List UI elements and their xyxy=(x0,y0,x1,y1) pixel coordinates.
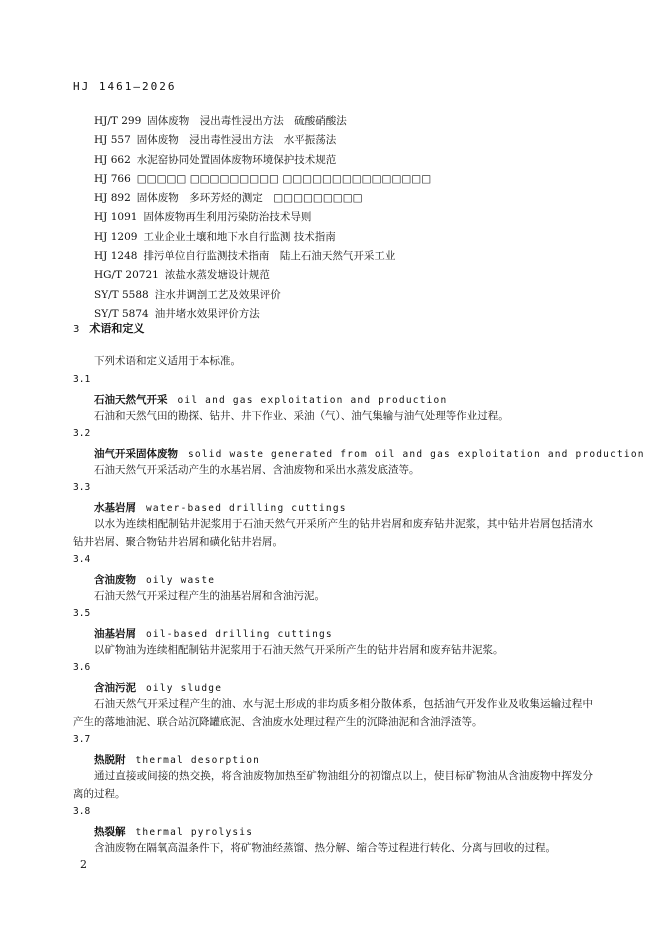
reference-code: HJ 1248 xyxy=(94,250,138,263)
term-chinese: 油气开采固体废物 xyxy=(94,448,178,460)
term-definition: 以水为连续相配制钻井泥浆用于石油天然气开采所产生的钻井岩屑和废弃钻井泥浆，其中钻井岩屑包括清水钻井岩屑、聚合物钻井岩屑和磺化钻井岩屑。 xyxy=(73,518,593,548)
term-definition: 石油天然气开采活动产生的水基岩屑、含油废物和采出水蒸发底渣等。 xyxy=(94,464,420,476)
term-chinese: 水基岩屑 xyxy=(94,502,136,514)
term-entry xyxy=(73,479,593,551)
reference-title: 固体废物 浸出毒性浸出方法 水平振荡法 xyxy=(136,134,337,147)
term-chinese: 含油废物 xyxy=(94,574,136,586)
term-entry xyxy=(73,371,593,425)
reference-code: HJ 662 xyxy=(94,153,131,166)
section-number: 3 xyxy=(73,324,80,335)
term-number: 3.1 xyxy=(73,374,91,385)
reference-code: HG/T 20721 xyxy=(94,269,159,282)
term-number: 3.4 xyxy=(73,554,91,565)
reference-code: SY/T 5874 xyxy=(94,307,149,320)
term-definition: 以矿物油为连续相配制钻井泥浆用于石油天然气开采所产生的钻井岩屑和废弃钻井泥浆。 xyxy=(94,644,504,656)
term-entry xyxy=(73,425,645,479)
reference-item xyxy=(94,228,431,247)
reference-code: HJ 892 xyxy=(94,192,131,205)
term-chinese: 石油天然气开采 xyxy=(94,394,168,406)
term-definition: 通过直接或间接的热交换，将含油废物加热至矿物油组分的初馏点以上，使目标矿物油从含油废物中挥发分离的过程。 xyxy=(73,770,593,800)
reference-code: HJ 766 xyxy=(94,172,131,185)
reference-item xyxy=(94,305,431,324)
reference-code: HJ 1091 xyxy=(94,211,138,224)
terms-list xyxy=(73,371,645,857)
term-english: oil and gas exploitation and production xyxy=(177,395,448,406)
section-heading xyxy=(73,320,144,336)
reference-item xyxy=(94,286,431,305)
reference-item xyxy=(94,151,431,170)
normative-references-list xyxy=(94,112,431,324)
term-english: thermal desorption xyxy=(135,755,261,766)
reference-title: 排污单位自行监测技术指南 陆上石油天然气开采工业 xyxy=(143,250,396,263)
term-number: 3.7 xyxy=(73,734,91,745)
reference-code: HJ/T 299 xyxy=(94,115,142,127)
term-chinese: 热裂解 xyxy=(94,826,126,838)
term-english: oily sludge xyxy=(146,683,223,694)
reference-item xyxy=(94,208,431,227)
term-entry xyxy=(73,551,593,605)
standard-header: HJ 1461—2026 xyxy=(73,80,177,93)
reference-title: □□□□□ □□□□□□□□□ □□□□□□□□□□□□□□□ xyxy=(136,172,432,185)
term-entry xyxy=(73,605,593,659)
term-english: oily waste xyxy=(146,575,216,586)
term-chinese: 含油污泥 xyxy=(94,682,136,694)
term-chinese: 热脱附 xyxy=(94,754,126,766)
term-english: thermal pyrolysis xyxy=(135,827,254,838)
term-definition: 石油和天然气田的勘探、钻井、井下作业、采油（气）、油气集输与油气处理等作业过程。 xyxy=(94,410,509,422)
term-number: 3.6 xyxy=(73,662,91,673)
reference-item xyxy=(94,112,431,131)
reference-item xyxy=(94,247,431,266)
term-number: 3.8 xyxy=(73,806,91,817)
term-definition: 含油废物在隔氧高温条件下，将矿物油经蒸馏、热分解、缩合等过程进行转化、分离与回收的过程。 xyxy=(94,842,556,854)
term-english: water-based drilling cuttings xyxy=(146,503,347,514)
reference-title: 固体废物再生利用污染防治技术导则 xyxy=(143,211,312,224)
term-entry xyxy=(73,659,593,731)
section-title: 术语和定义 xyxy=(89,322,145,335)
reference-title: 水泥窑协同处置固体废物环境保护技术规范 xyxy=(136,153,337,166)
term-definition: 石油天然气开采过程产生的油基岩屑和含油污泥。 xyxy=(94,590,325,602)
reference-title: 油井堵水效果评价方法 xyxy=(154,307,260,320)
term-number: 3.5 xyxy=(73,608,91,619)
term-definition: 石油天然气开采过程产生的油、水与泥土形成的非均质多相分散体系，包括油气开发作业及收集运输过程中产生的落地油泥、联合站沉降罐底泥、含油废水处理过程产生的沉降油泥和含油浮渣等。 xyxy=(73,698,593,728)
term-chinese: 油基岩屑 xyxy=(94,628,136,640)
term-entry xyxy=(73,803,593,857)
reference-item xyxy=(94,266,431,285)
term-number: 3.3 xyxy=(73,482,91,493)
reference-item xyxy=(94,189,431,208)
reference-title: 固体废物 多环芳烃的测定 □□□□□□□□□ xyxy=(136,192,363,205)
term-english: oil-based drilling cuttings xyxy=(146,629,333,640)
page-number: 2 xyxy=(80,858,87,871)
term-number: 3.2 xyxy=(73,428,91,439)
reference-item xyxy=(94,131,431,150)
reference-title: 工业企业土壤和地下水自行监测 技术指南 xyxy=(143,230,336,243)
reference-code: SY/T 5588 xyxy=(94,288,149,301)
reference-title: 固体废物 浸出毒性浸出方法 硫酸硝酸法 xyxy=(147,115,347,127)
section-intro: 下列术语和定义适用于本标准。 xyxy=(94,355,241,367)
reference-title: 注水井调剖工艺及效果评价 xyxy=(154,288,281,301)
reference-item xyxy=(94,170,431,189)
reference-title: 浓盐水蒸发塘设计规范 xyxy=(164,269,270,282)
term-english: solid waste generated from oil and gas exploitation and production xyxy=(188,449,645,460)
reference-code: HJ 1209 xyxy=(94,230,138,243)
reference-code: HJ 557 xyxy=(94,134,131,147)
term-entry xyxy=(73,731,593,803)
